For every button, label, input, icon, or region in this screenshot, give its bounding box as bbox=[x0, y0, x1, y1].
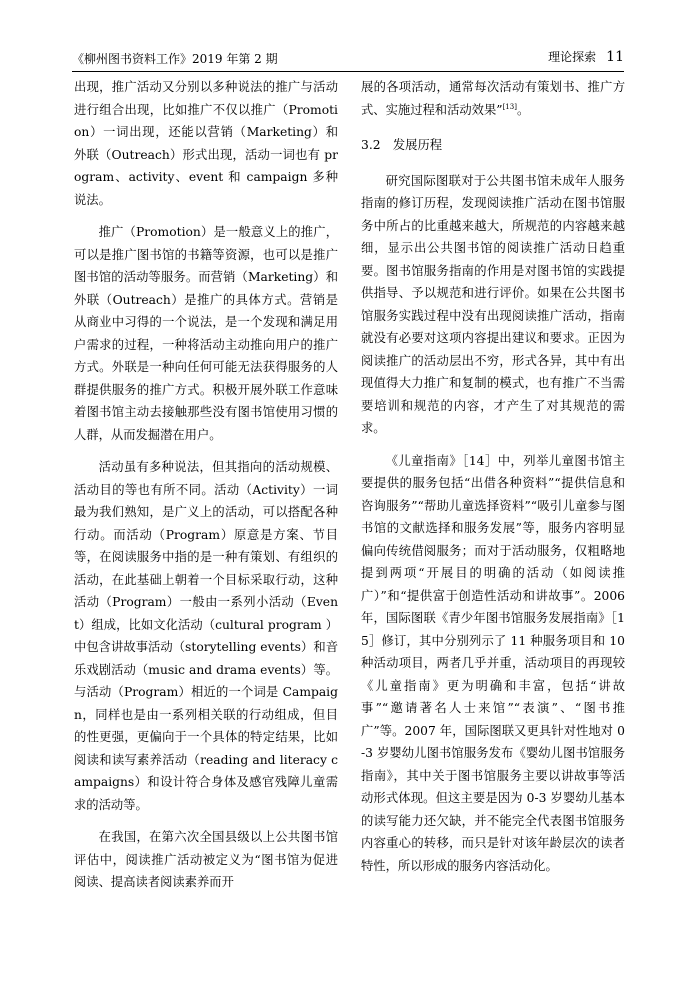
citation-ref: [13] bbox=[502, 102, 517, 111]
paragraph-guidelines: 《儿童指南》［14］中，列举儿童图书馆主要提供的服务包括“出借各种资料”“提供信息和咨询服务”“帮助儿童选择资料”“吸引儿童参与图书馆的文献选择和服务发展”等，服务内容明显偏向传统借阅服务；而对于活动服务，仅粗略地提到两项“开展目的明确的活动（如阅读推广）”和“提供富于创造性活动和讲故事”。2006 年，国际图联《青少年图书馆服务发展指南》［15］修订，其中分别列示了 11 种服务项目和 10 种活动项目，两者几乎并重，活动项目的再现较《儿童指南》更为明确和丰富，包括“讲故事”“邀请著名人士来馆”“表演”、“图书推广”等。2007 年，国际图联又更具针对性地对 0-3 岁婴幼儿图书馆服务发布《婴幼儿图书馆服务指南》，其中关于图书馆服务主要以讲故事等活动形式体现。但这主要是因为 0-3 岁婴幼儿基本的读写能力还欠缺，并不能完全代表图书馆服务内容重心的转移，而只是针对该年龄层次的读者特性，所以形成的服务内容活动化。 bbox=[361, 453, 625, 873]
paragraph-activity: 活动虽有多种说法，但其指向的活动规模、活动目的等也有所不同。活动（Activity）一词最为我们熟知，是广义上的活动，可以搭配各种行动。而活动（Program）原意是方案、节目等，在阅读服务中指的是一种有策划、有组织的活动，在此基础上朝着一个目标采取行动，这种活动（Program）一般由一系列小活动（Event）组成，比如文化活动（cultural program ）中包含讲故事活动（storytelling events）和音乐戏剧活动（music and drama events）等。与活动（Program）相近的一个词是 Campaign，同样也是由一系列相关联的行动组成，但目的性更强，更偏向于一个具体的特定结果，比如阅读和读写素养活动（reading and literacy campaigns）和设计符合身体及感官残障儿童需求的活动等。 bbox=[74, 460, 338, 812]
continued-end: 。 bbox=[516, 102, 530, 117]
right-column bbox=[361, 76, 625, 877]
paragraph-continued-right bbox=[361, 76, 625, 121]
header-rule bbox=[72, 71, 624, 72]
paragraph-continued: 出现，推广活动又分别以多种说法的推广与活动进行组合出现，比如推广不仅以推广（Promotion）一词出现，还能以营销（Marketing）和外联（Outreach）形式出现，活动一词也有 program、activity、event 和 campaign 多种说法。 bbox=[74, 80, 338, 207]
header-right bbox=[548, 48, 624, 65]
paragraph-china-definition: 在我国，在第六次全国县级以上公共图书馆评估中，阅读推广活动被定义为“图书馆为促进阅读、提高读者阅读素养而开 bbox=[74, 830, 338, 889]
paragraph-history: 研究国际图联对于公共图书馆未成年人服务指南的修订历程，发现阅读推广活动在图书馆服务中所占的比重越来越大，所规范的内容越来越细，显示出公共图书馆的阅读推广活动日趋重要。图书馆服务指南的作用是对图书馆的实践提供指导、予以规范和进行评价。如果在公共图书馆服务实践过程中没有出现阅读推广活动，指南就没有必要对这项内容提出建议和要求。正因为阅读推广的活动层出不穷，形式各异，其中有出现值得大力推广和复制的模式，也有推广不当需要培训和规范的内容，才产生了对其规范的需求。 bbox=[361, 173, 625, 435]
page-number: 11 bbox=[606, 49, 624, 65]
left-column bbox=[74, 76, 338, 894]
journal-title: 《柳州图书资料工作》2019 年第 2 期 bbox=[72, 52, 278, 66]
continued-text: 展的各项活动，通常每次活动有策划书、推广方式、实施过程和活动效果” bbox=[361, 80, 625, 117]
section-label: 理论探索 bbox=[548, 50, 597, 64]
section-heading: 3.2 发展历程 bbox=[361, 138, 443, 152]
running-header bbox=[72, 48, 624, 72]
paragraph-promotion: 推广（Promotion）是一般意义上的推广，可以是推广图书馆的书籍等资源，也可以是推广图书馆的活动等服务。而营销（Marketing）和外联（Outreach）是推广的具体方式。营销是从商业中习得的一个说法，是一个发现和满足用户需求的过程，一种将活动主动推向用户的推广方式。外联是一种向任何可能无法获得服务的人群提供服务的推广方式。积极开展外联工作意味着图书馆主动去接触那些没有图书馆使用习惯的人群，从而发掘潜在用户。 bbox=[74, 225, 338, 442]
